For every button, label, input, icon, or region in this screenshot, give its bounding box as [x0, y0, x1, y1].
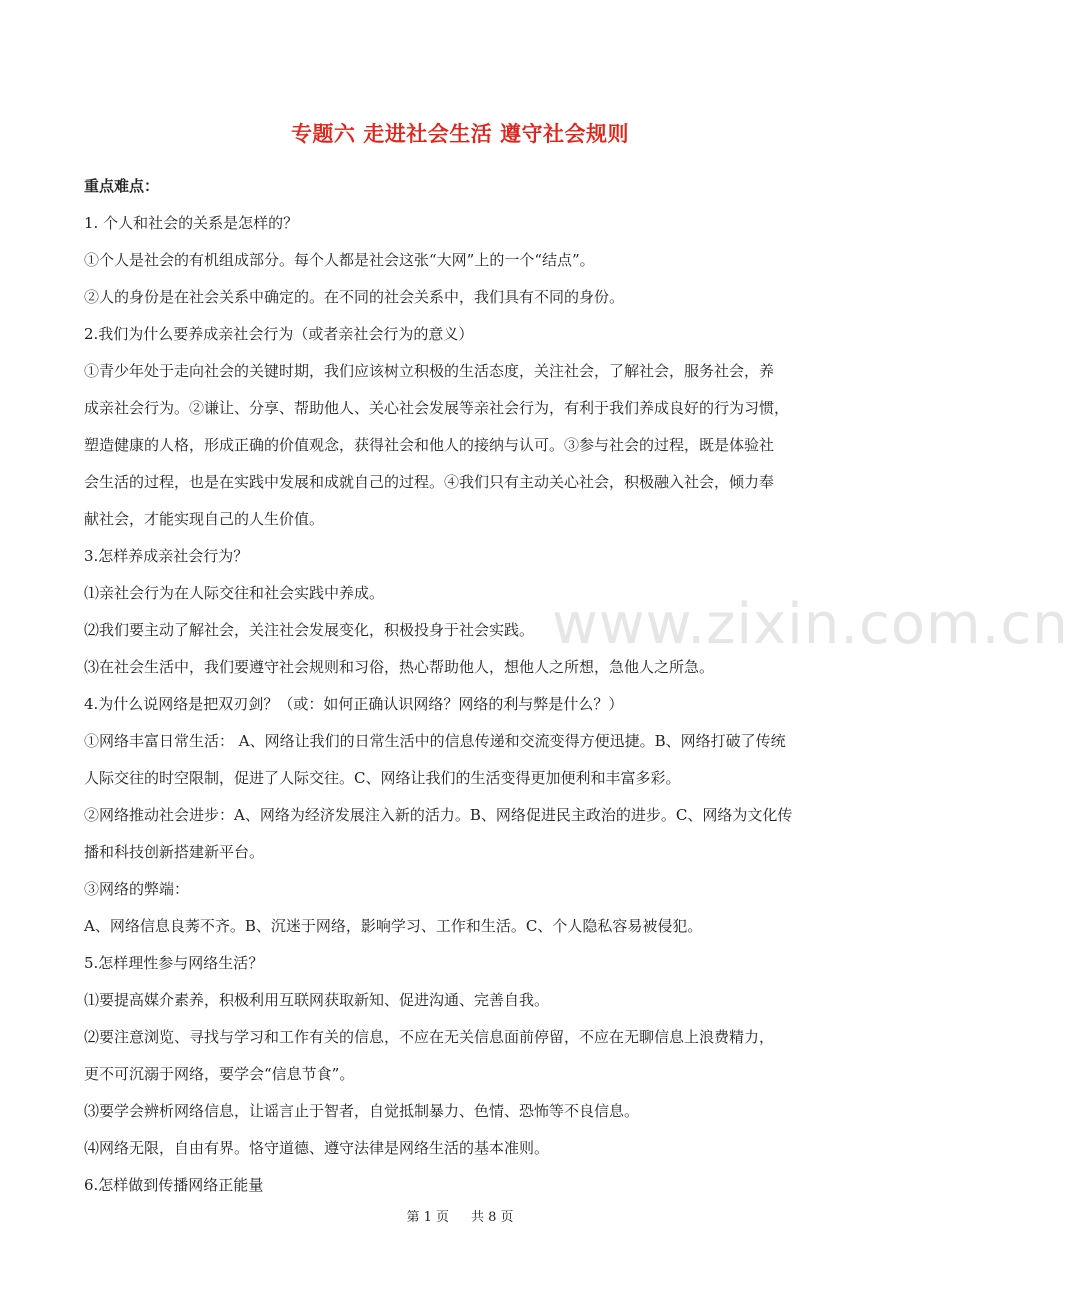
answer-line: ⑷网络无限，自由有界。恪守道德、遵守法律是网络生活的基本准则。: [84, 1139, 550, 1157]
question-heading: 6.怎样做到传播网络正能量: [84, 1176, 264, 1194]
answer-line: ①青少年处于走向社会的关键时期，我们应该树立积极的生活态度，关注社会，了解社会，服务社会，养: [84, 362, 775, 380]
answer-line: 人际交往的时空限制，促进了人际交往。C、网络让我们的生活变得更加便利和丰富多彩。: [84, 769, 681, 787]
answer-line: 塑造健康的人格，形成正确的价值观念，获得社会和他人的接纳与认可。③参与社会的过程，既是体验社: [84, 436, 775, 454]
answer-line: 更不可沉溺于网络，要学会“信息节食”。: [84, 1065, 355, 1083]
answer-line: ②人的身份是在社会关系中确定的。在不同的社会关系中，我们具有不同的身份。: [84, 288, 625, 306]
answer-line: ⑴要提高媒介素养，积极利用互联网获取新知、促进沟通、完善自我。: [84, 991, 550, 1009]
page-total: 共 8 页: [471, 1210, 514, 1225]
watermark: www.zixin.com.cn: [552, 592, 1069, 657]
section-heading: 重点难点：: [84, 177, 160, 195]
answer-line: ⑴亲社会行为在人际交往和社会实践中养成。: [84, 584, 385, 602]
answer-line: ①网络丰富日常生活： A、网络让我们的日常生活中的信息传递和交流变得方便迅捷。B、网络打破了传统: [84, 732, 786, 750]
answer-line: A、网络信息良莠不齐。B、沉迷于网络，影响学习、工作和生活。C、个人隐私容易被侵犯。: [84, 917, 703, 935]
question-heading: 5.怎样理性参与网络生活？: [84, 954, 264, 972]
answer-line: ⑶在社会生活中，我们要遵守社会规则和习俗，热心帮助他人，想他人之所想，急他人之所急。: [84, 658, 715, 676]
answer-line: 成亲社会行为。②谦让、分享、帮助他人、关心社会发展等亲社会行为，有利于我们养成良好的行为习惯，: [84, 399, 790, 417]
answer-line: ⑵要注意浏览、寻找与学习和工作有关的信息，不应在无关信息面前停留，不应在无聊信息上浪费精力，: [84, 1028, 775, 1046]
page-footer: [0, 1206, 920, 1225]
question-heading: 4.为什么说网络是把双刃剑？（或：如何正确认识网络？网络的利与弊是什么？）: [84, 695, 624, 713]
question-heading: 1. 个人和社会的关系是怎样的？: [84, 214, 299, 232]
answer-line: ①个人是社会的有机组成部分。每个人都是社会这张“大网”上的一个“结点”。: [84, 251, 595, 269]
question-heading: 3.怎样养成亲社会行为？: [84, 547, 249, 565]
answer-line: ②网络推动社会进步：A、网络为经济发展注入新的活力。B、网络促进民主政治的进步。C、网络为文化传: [84, 806, 793, 824]
document-title: 专题六 走进社会生活 遵守社会规则: [290, 121, 630, 146]
answer-line: ⑶要学会辨析网络信息，让谣言止于智者，自觉抵制暴力、色情、恐怖等不良信息。: [84, 1102, 640, 1120]
answer-line: 会生活的过程，也是在实践中发展和成就自己的过程。④我们只有主动关心社会，积极融入社会，倾力奉: [84, 473, 775, 491]
answer-line: ③网络的弊端：: [84, 880, 190, 898]
document-body: [84, 168, 846, 1204]
answer-line: 播和科技创新搭建新平台。: [84, 843, 265, 861]
question-heading: 2.我们为什么要养成亲社会行为（或者亲社会行为的意义）: [84, 325, 474, 343]
answer-line: ⑵我们要主动了解社会，关注社会发展变化，积极投身于社会实践。: [84, 621, 535, 639]
answer-line: 献社会，才能实现自己的人生价值。: [84, 510, 325, 528]
page-number: 第 1 页: [406, 1210, 449, 1225]
